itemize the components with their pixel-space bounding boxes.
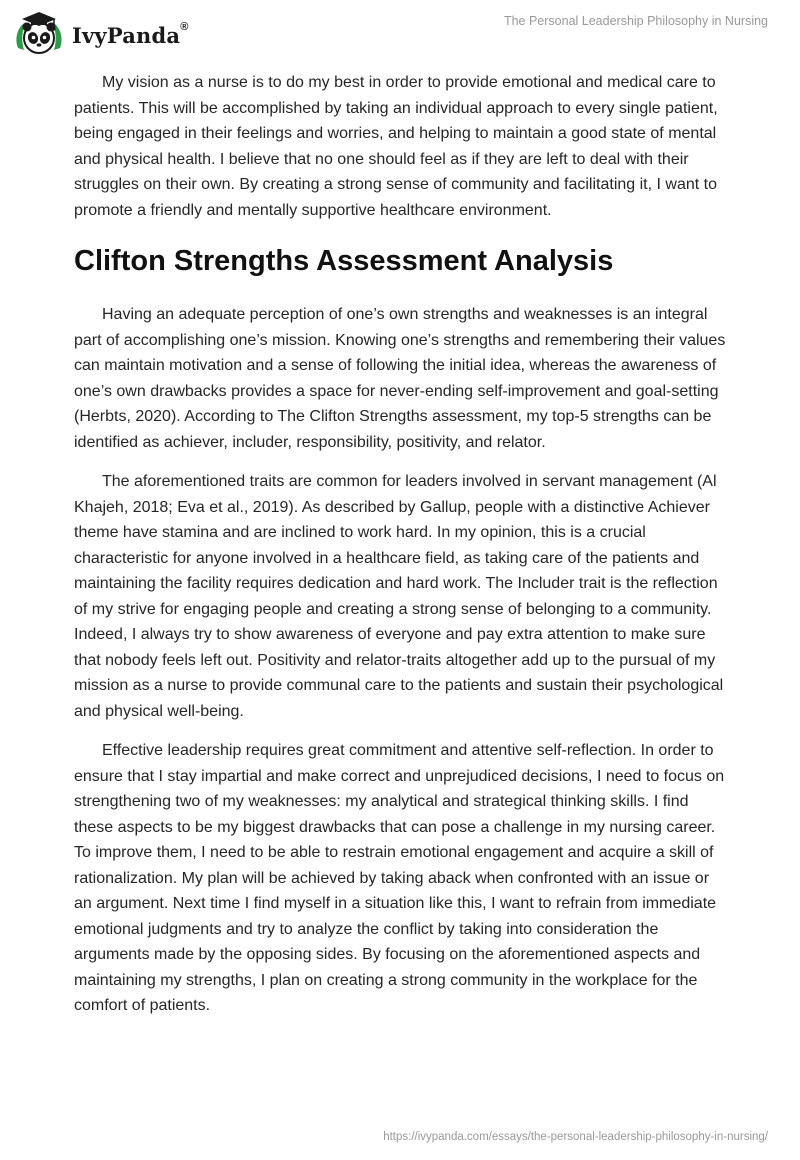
page-header	[0, 0, 800, 70]
logo-text: IvyPanda	[72, 22, 181, 48]
paragraph-vision: My vision as a nurse is to do my best in order to provide emotional and medical care to patients. This will be accomplished by taking an individual approach to every single patient, being engaged in their feelings and worries, and helping to maintain a good state of mental and physical health. I believe that no one should feel as if they are left to deal with their struggles on their own. By creating a strong sense of community and facilitating it, I want to promote a friendly and mentally supportive healthcare environment.	[74, 74, 718, 219]
paragraph-leadership: Effective leadership requires great commitment and attentive self-reflection. In order to ensure that I stay impartial and make correct and unprejudiced decisions, I need to focus on strengthening two of my weaknesses: my analytical and strategical thinking skills. I find these aspects to be my biggest drawbacks that can pose a challenge in my nursing career. To improve them, I need to be able to restrain emotional engagement and acquire a skill of rationalization. My plan will be achieved by taking aback when confronted with an issue or an argument. Next time I find myself in a situation like this, I want to refrain from immediate emotional judgments and try to analyze the conflict by taking into consideration the arguments made by the opposing sides. By focusing on the aforementioned aspects and maintaining my strengths, I plan on creating a strong community in the workplace for the comfort of patients.	[74, 742, 725, 1014]
panda-graduate-icon	[12, 8, 66, 62]
source-url[interactable]: https://ivypanda.com/essays/the-personal-leadership-philosophy-in-nursing/	[383, 1131, 768, 1143]
document-title: The Personal Leadership Philosophy in Nursing	[503, 14, 768, 28]
paragraph-traits: The aforementioned traits are common for leaders involved in servant management (Al Khajeh, 2018; Eva et al., 2019). As described by Gallup, people with a distinctive Achiever theme have stamina and are inclined to work hard. In my opinion, this is a crucial characteristic for anyone involved in a healthcare field, as taking care of the patients and maintaining the facility requires dedication and hard work. The Includer trait is the reflection of my strive for engaging people and creating a strong sense of belonging to a community. Indeed, I always try to show awareness of everyone and pay extra attention to make sure that nobody feels left out. Positivity and relator-traits altogether add up to the pursual of my mission as a nurse to provide communal care to the patients and sustain their psychological and physical well-being.	[74, 473, 724, 720]
registered-mark: ®	[180, 20, 189, 33]
paragraph-strengths: Having an adequate perception of one’s own strengths and weaknesses is an integral part of accomplishing one’s mission. Knowing one’s strengths and remembering their values can maintain motivation and a sense of following the initial idea, whereas the awareness of one’s own drawbacks provides a space for never-ending self-improvement and goal-setting (Herbts, 2020). According to The Clifton Strengths assessment, my top-5 strengths can be identified as achiever, includer, responsibility, positivity, and relator.	[74, 306, 726, 451]
logo-wordmark	[72, 20, 189, 48]
essay-content	[74, 70, 726, 1019]
ivypanda-logo[interactable]	[12, 8, 189, 62]
section-heading: Clifton Strengths Assessment Analysis	[74, 245, 614, 277]
